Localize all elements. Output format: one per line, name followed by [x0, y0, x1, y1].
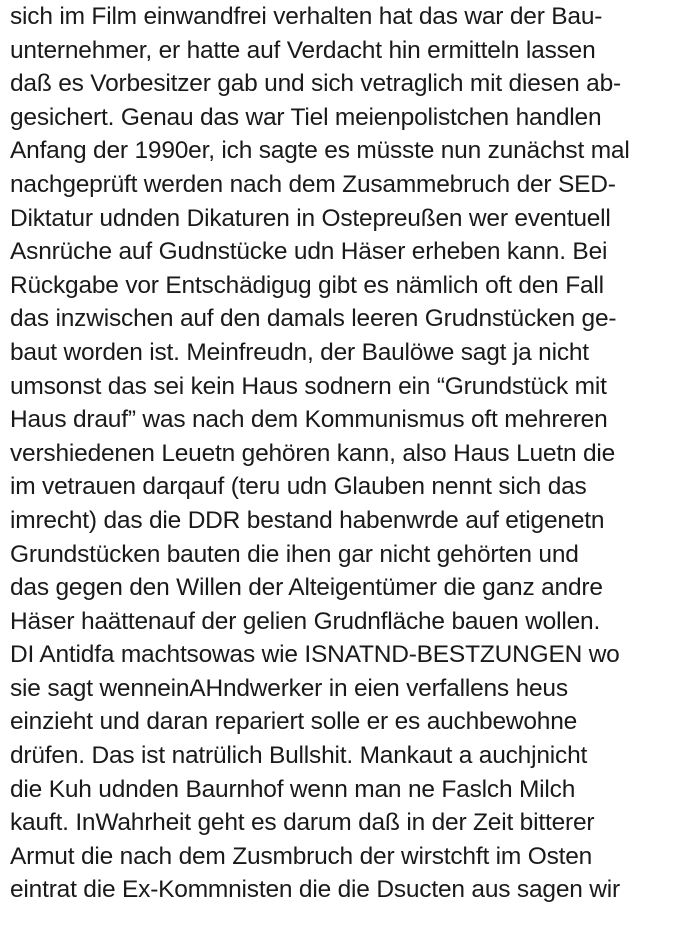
text-line: das gegen den Willen der Alteigentümer die ganz andre	[10, 574, 603, 602]
text-line: umsonst das sei kein Haus sodnern ein “Grundstück mit	[10, 372, 607, 400]
text-line: nachgeprüft werden nach dem Zusammebruch der SED-	[10, 170, 616, 198]
body-text	[10, 0, 674, 907]
text-line: unternehmer, er hatte auf Verdacht hin ermitteln lassen	[10, 36, 596, 64]
text-line: einzieht und daran repariert solle er es auchbewohne	[10, 708, 578, 736]
text-line: vershiedenen Leuetn gehören kann, also Haus Luetn die	[10, 439, 616, 467]
text-line: eintrat die Ex-Kommnisten die die Dsucten aus sagen wir	[10, 876, 620, 904]
text-line: das inzwischen auf den damals leeren Grudnstücken ge-	[10, 305, 617, 333]
text-line: Rückgabe vor Entschädigug gibt es nämlich oft den Fall	[10, 271, 604, 299]
text-line: Häser haättenauf der gelien Grudnfläche bauen wollen.	[10, 607, 601, 635]
text-line: die Kuh udnden Baurnhof wenn man ne Faslch Milch	[10, 775, 576, 803]
text-line: DI Antidfa machtsowas wie ISNATND-BESTZUNGEN wo	[10, 641, 620, 669]
text-line: Haus drauf” was nach dem Kommunismus oft mehreren	[10, 406, 608, 434]
text-line: Asnrüche auf Gudnstücke udn Häser erheben kann. Bei	[10, 238, 608, 266]
text-line: sie sagt wenneinAHndwerker in eien verfallens heus	[10, 674, 568, 702]
text-line: Diktatur udnden Dikaturen in Ostepreußen wer eventuell	[10, 204, 611, 232]
text-line: Anfang der 1990er, ich sagte es müsste nun zunächst mal	[10, 137, 630, 165]
text-line: sich im Film einwandfrei verhalten hat das war der Bau-	[10, 3, 603, 30]
text-line: im vetrauen darqauf (teru udn Glauben nennt sich das	[10, 473, 587, 501]
text-line: Armut die nach dem Zusmbruch der wirstchft im Osten	[10, 842, 593, 870]
text-line: baut worden ist. Meinfreudn, der Baulöwe sagt ja nicht	[10, 338, 589, 366]
text-line: daß es Vorbesitzer gab und sich vetraglich mit diesen ab-	[10, 70, 621, 98]
text-line: kauft. InWahrheit geht es darum daß in der Zeit bitterer	[10, 809, 595, 837]
text-line: imrecht) das die DDR bestand habenwrde auf etigenetn	[10, 506, 605, 534]
text-line: Grundstücken bauten die ihen gar nicht gehörten und	[10, 540, 579, 568]
text-line: gesichert. Genau das war Tiel meienpolistchen handlen	[10, 103, 602, 131]
text-line: drüfen. Das ist natrülich Bullshit. Mankaut a auchjnicht	[10, 742, 588, 770]
